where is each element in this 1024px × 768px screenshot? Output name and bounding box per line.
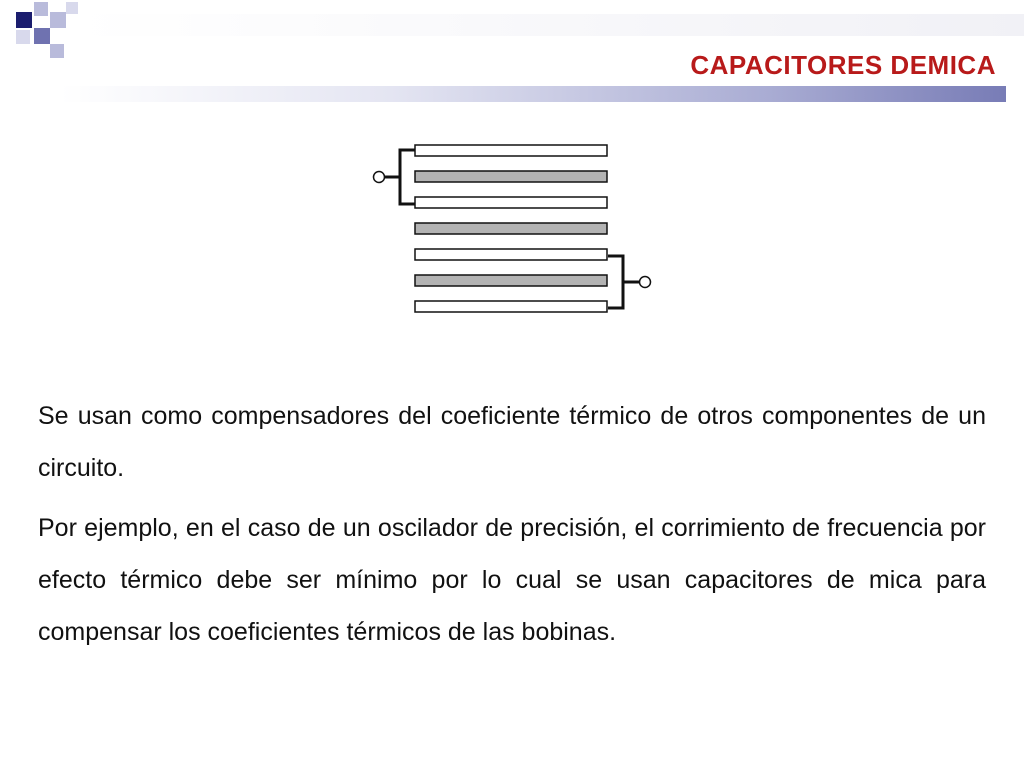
header-gradient-bar [60,86,1006,102]
capacitor-plate-6 [415,275,607,286]
left-terminal-wire [384,150,415,204]
left-terminal [374,172,385,183]
header-band [75,14,1024,36]
capacitor-plate-3 [415,197,607,208]
body-text [38,390,986,666]
paragraph-1: Se usan como compensadores del coeficiente térmico de otros componentes de un circuito. [38,402,986,482]
mica-capacitor-diagram [360,130,670,330]
capacitor-plate-1 [415,145,607,156]
capacitor-plate-2 [415,171,607,182]
slide-title: CAPACITORES DEMICA [690,50,996,80]
capacitor-plate-7 [415,301,607,312]
right-terminal-wire [608,256,640,308]
capacitor-plate-4 [415,223,607,234]
right-terminal [640,277,651,288]
corner-squares-logo [0,0,80,70]
paragraph-2: Por ejemplo, en el caso de un oscilador de precisión, el corrimiento de frecuencia por efecto térmico debe ser mínimo por lo cual se usan capacitores de mica para compensar los coeficientes térmicos de las bobinas. [38,514,986,646]
capacitor-plate-5 [415,249,607,260]
capacitor-plates [415,145,607,312]
